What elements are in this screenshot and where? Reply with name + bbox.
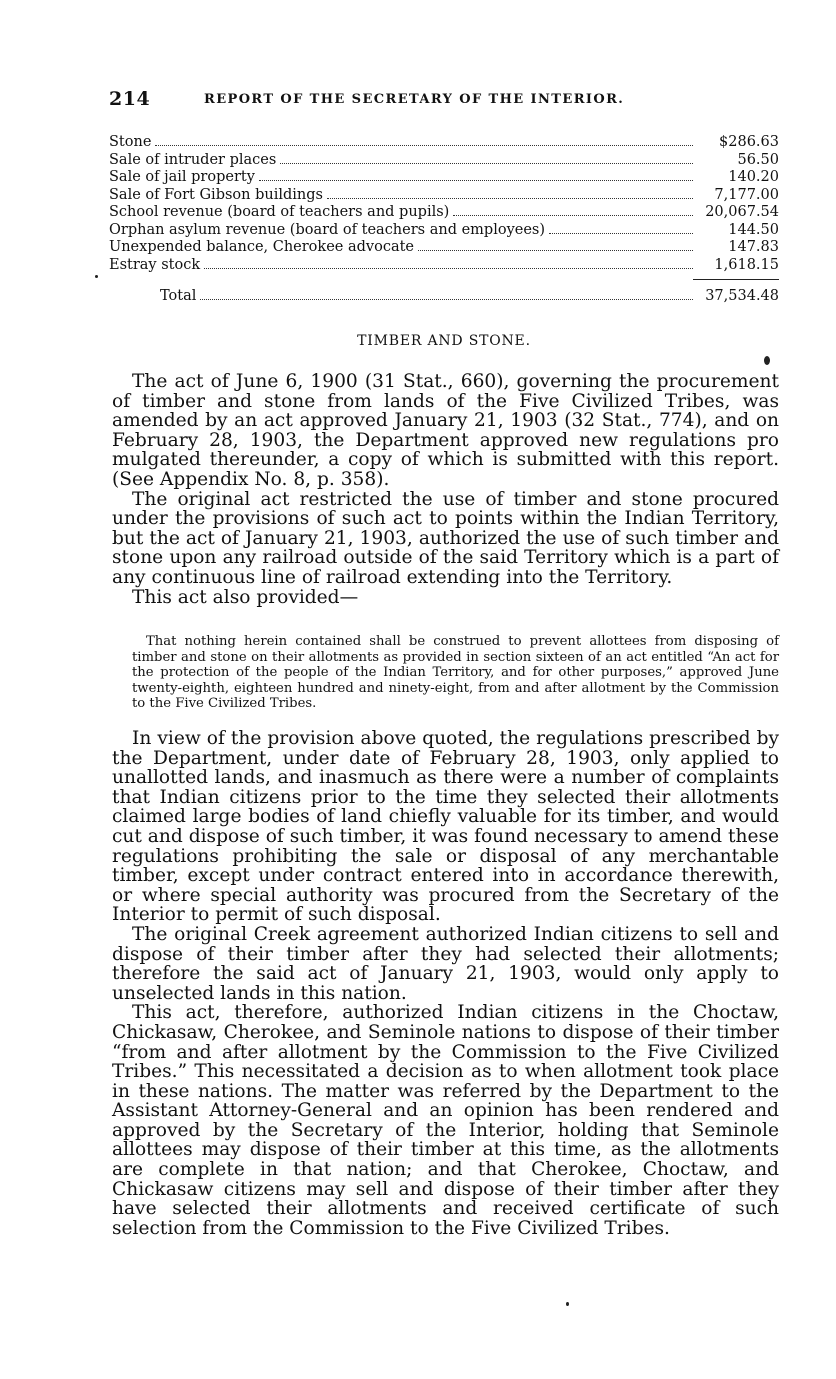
ledger-label: Orphan asylum revenue (board of teachers and employees) [109, 221, 546, 238]
ledger-amount: 7,177.00 [714, 186, 779, 203]
paragraph: The original act restricted the use of timber and stone procured under the provisions of such act to points within the Indian Territory, but the act of January 21, 1903, authorized the use of such timber and stone upon any railroad outside of the said Territory which is a part of any continuous line of railroad extending into the Territory. [112, 488, 779, 588]
ledger-amount: 20,067.54 [705, 204, 779, 220]
ledger-label: Estray stock [109, 256, 201, 273]
leader-dots [418, 250, 693, 251]
paragraph: In view of the provision above quoted, the regulations prescribed by the Department, under date of February 28, 1903, only applied to unallotted lands, and inasmuch as there were a number of complaints that Indian citizens prior to the time they selected their allotments claimed large bodies of land chiefly valuable for its timber, and would cut and dispose of such timber, it was found necessary to amend these regulations prohibiting the sale or disposal of any merchantable timber, except under contract entered into in accordance therewith, or where special authority was procured from the Secretary of the Interior to permit of such disposal. [112, 728, 779, 926]
ledger-amount: $286.63 [719, 134, 779, 150]
block-quote [132, 634, 779, 712]
ledger-label: Sale of intruder places [109, 151, 277, 168]
leader-dots [453, 215, 693, 216]
ledger-amount: 140.20 [728, 169, 779, 185]
ink-speck [95, 275, 98, 278]
ledger-row [109, 187, 779, 205]
leader-dots [259, 180, 693, 181]
ledger-row [109, 204, 779, 222]
page-number: 214 [109, 88, 151, 110]
ledger-row [109, 134, 779, 152]
page-header [109, 88, 779, 112]
leader-dots [327, 198, 693, 199]
total-label: Total [160, 288, 197, 304]
paragraph: This act also provided— [132, 586, 359, 608]
ledger-label: Unexpended balance, Cherokee advocate [109, 239, 414, 255]
ledger-label: Sale of Fort Gibson buildings [109, 186, 323, 203]
ledger-row [109, 152, 779, 170]
leader-dots [200, 299, 693, 300]
running-title: REPORT OF THE SECRETARY OF THE INTERIOR. [204, 92, 625, 107]
body-text-upper [112, 372, 779, 607]
ledger-amount: 144.50 [728, 221, 779, 238]
total-rule [693, 279, 779, 280]
paragraph: The original Creek agreement authorized Indian citizens to sell and dispose of their timber after they had selected their allotments; therefore the said act of January 21, 1903, would only apply to unselected lands in this nation. [112, 923, 779, 1004]
total-amount: 37,534.48 [705, 288, 779, 304]
quote-text: That nothing herein contained shall be construed to prevent allottees from disposing of timber and stone on their allotments as provided in section sixteen of an act entitled “An act for the protection of the people of the Indian Territory, and for other purposes,” approved June twenty-eighth, eighteen hundred and ninety-eight, from and after allotment by the Commission to the Five Civilized Tribes. [132, 634, 779, 711]
leader-dots [280, 163, 693, 164]
ledger-amount: 56.50 [737, 151, 779, 168]
paragraph: The act of June 6, 1900 (31 Stat., 660), governing the procurement of timber and stone from lands of the Five Civilized Tribes, was amended by an act approved January 21, 1903 (32 Stat., 774), and on February 28, 1903, the Department approved new regulations pro mulgated thereunder, a copy of which is submitted with this report. (See Appendix No. 8, p. 358). [112, 371, 779, 490]
paragraph: This act, therefore, authorized Indian citizens in the Choctaw, Chickasaw, Cherokee, and Seminole nations to dispose of their timber “from and after allotment by the Commission to the Five Civilized Tribes.” This necessitated a decision as to when allotment took place in these nations. The matter was referred by the Department to the Assistant Attorney-General and an opinion has been rendered and approved by the Secretary of the Interior, holding that Seminole allottees may dispose of their timber at this time, as the allotments are complete in that nation; and that Cherokee, Choctaw, and Chickasaw citizens may sell and dispose of their timber after they have selected their allotments and received certificate of such selection from the Commission to the Five Civilized Tribes. [112, 1002, 779, 1239]
leader-dots [204, 268, 693, 269]
ledger-amount: 147.83 [728, 239, 779, 255]
ledger-row [109, 222, 779, 240]
ledger-total-row [160, 288, 779, 306]
section-heading: TIMBER AND STONE. [357, 333, 531, 349]
ledger-label: Stone [109, 134, 152, 150]
body-text-lower [112, 729, 779, 1238]
ledger-label: School revenue (board of teachers and pupils) [109, 204, 450, 220]
ledger-row [109, 239, 779, 257]
ledger-label: Sale of jail property [109, 169, 255, 185]
ledger-row [109, 257, 779, 275]
revenue-ledger [109, 134, 779, 274]
ledger-row [109, 169, 779, 187]
ink-speck [764, 356, 770, 365]
leader-dots [155, 145, 693, 146]
ink-speck [566, 1302, 569, 1306]
leader-dots [549, 233, 693, 234]
ledger-amount: 1,618.15 [714, 256, 779, 273]
